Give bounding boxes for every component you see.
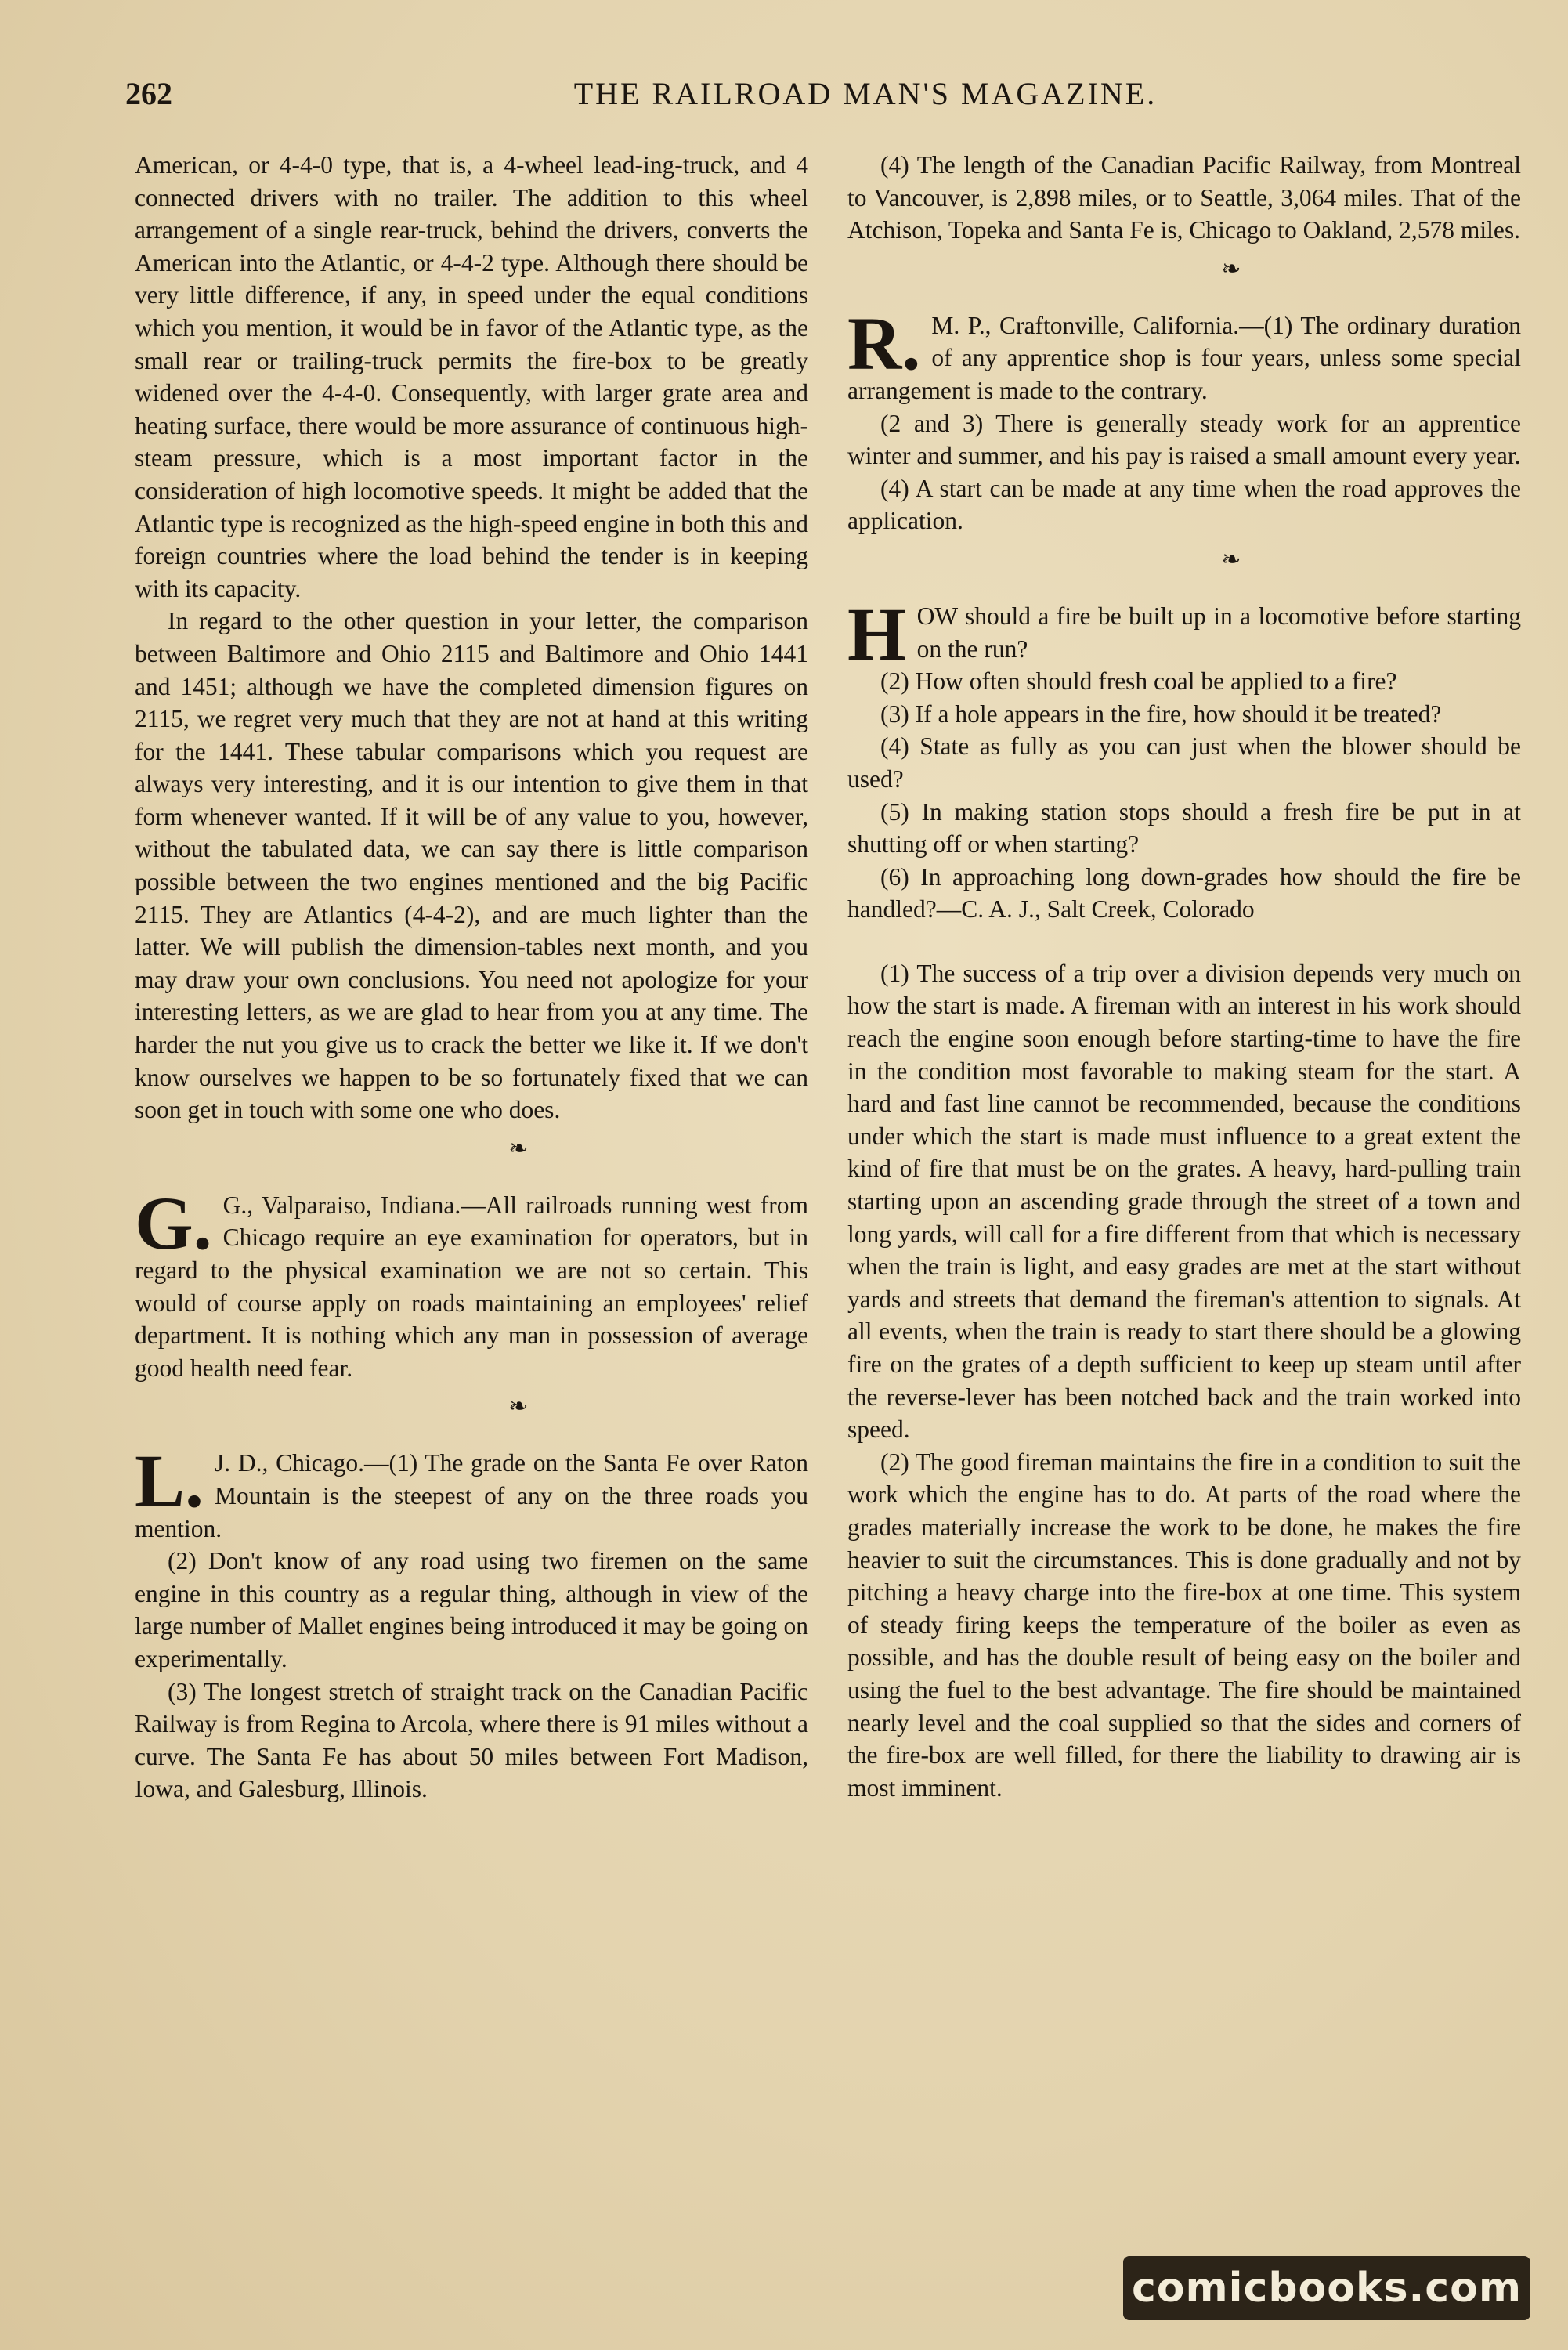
paragraph: In regard to the other question in your letter, the comparison between Baltimore and Ohio 2115 and Baltimore and Ohio 1441 and 1451; although we have the completed dimension figures on 2115, we regret very much that they are not at hand at this writing for the 1441. These tabular comparisons which you request are always very interesting, and it is our intention to give them in that form whenever wanted. If it will be of any value to you, however, without the tabulated data, we can say there is little comparison possible between the two engines mentioned and the big Pacific 2115. They are Atlantics (4-4-2), and are much lighter than the latter. We will publish the dimension-tables next month, and you may draw your own conclusions. You need not apologize for your interesting letters, as we are glad to hear from you at any time. The harder the nut you give us to crack the better we like it. If we don't know ourselves we happen to be so fortunately fixed that we can soon get in touch with some one who does.	[135, 607, 808, 1124]
question-block	[847, 591, 1521, 676]
watermark-badge: comicbooks.com	[1123, 2256, 1530, 2320]
paragraph: (4) A start can be made at any time when the road approves the application.	[847, 474, 1521, 535]
question: (3) If a hole appears in the fire, how should it be treated?	[880, 700, 1442, 728]
letter-reply-r	[847, 301, 1521, 407]
drop-cap: R.	[847, 301, 921, 385]
question: (6) In approaching long down-grades how should the fire be handled?—C. A. J., Salt Creek, Colorado	[847, 862, 1521, 924]
ornament-divider	[847, 256, 1521, 283]
leaf-ornament-icon: ❧	[1221, 546, 1241, 573]
drop-cap: G.	[135, 1180, 212, 1265]
paragraph: G., Valparaiso, Indiana.—All railroads running west from Chicago require an eye examination for operators, but in regard to the physical examination we are not so certain. This would of course apply on roads maintaining an employees' relief department. It is nothing which any man in possession of average good health need fear.	[135, 1191, 808, 1382]
paragraph: (2 and 3) There is generally steady work for an apprentice winter and summer, and his pay is raised a small amount every year.	[847, 409, 1521, 470]
paragraph: M. P., Craftonville, California.—(1) The ordinary duration of any apprentice shop is four years, unless some special arrangement is made to the contrary.	[847, 311, 1521, 404]
paragraph: OW should a fire be built up in a locomotive before starting on the run?	[916, 602, 1521, 663]
left-column	[135, 149, 808, 1806]
drop-cap: H	[847, 591, 906, 676]
paragraph: (4) The length of the Canadian Pacific Railway, from Montreal to Vancouver, is 2,898 miles, or to Seattle, 3,064 miles. That of the Atchison, Topeka and Santa Fe is, Chicago to Oakland, 2,578 miles.	[847, 151, 1521, 244]
page-header	[125, 75, 1512, 130]
answer: (1) The success of a trip over a division depends very much on how the start is made. A fireman with an interest in his work should reach the engine soon enough before starting-time to have the fire in the condition most favorable to making steam for the start. A hard and fast line cannot be recommended, because the conditions under which the start is made must influence to a great extent the kind of fire that must be on the grates. A heavy, hard-pulling train starting upon an ascending grade through the street of a town and long yards, will call for a fire different from that which is necessary when the train is light, and easy grades are met at the start without yards and streets that demand the fireman's attention to signals. At all events, when the train is ready to start there should be a glowing fire on the grates of a depth sufficient to keep up steam until after the reverse-lever has been notched back and the train worked into speed.	[847, 959, 1521, 1444]
right-column	[847, 149, 1521, 1804]
answer: (2) The good fireman maintains the fire in a condition to suit the work which the engine has to do. At parts of the road where the grades materially increase the work to be done, he makes the fire heavier to suit the circumstances. This is done gradually and not by pitching a heavy charge into the fire-box at one time. This system of steady firing keeps the temperature of the boiler as even as possible, and has the double result of being easy on the boiler and using the fuel to the best advantage. The fire should be maintained nearly level and the coal supplied so that the sides and corners of the fire-box are well filled, for there the liability to drawing air is most imminent.	[847, 1448, 1521, 1802]
ornament-divider	[135, 1136, 808, 1162]
ornament-divider	[135, 1394, 808, 1420]
running-head: THE RAILROAD MAN'S MAGAZINE.	[573, 76, 1158, 111]
drop-cap: L.	[135, 1439, 204, 1524]
question: (5) In making station stops should a fresh fire be put in at shutting off or when starting?	[847, 797, 1521, 859]
paragraph: American, or 4-4-0 type, that is, a 4-wheel lead-ing-truck, and 4 connected drivers with no trailer. The addition to this wheel arrangement of a single rear-truck, behind the drivers, converts the American into the Atlantic, or 4-4-2 type. Although there should be very little difference, if any, in speed under the equal conditions which you mention, it would be in favor of the Atlantic type, as the small rear or trailing-truck permits the fire-box to be greatly widened over the 4-4-0. Consequently, with larger grate area and heating surface, there would be more assurance of continuous high-steam pressure, which is a most important factor in the consideration of high locomotive speeds. It might be added that the Atlantic type is recognized as the high-speed engine in both this and foreign countries where the load behind the tender is in keeping with its capacity.	[135, 151, 808, 602]
question: (4) State as fully as you can just when the blower should be used?	[847, 732, 1521, 793]
leaf-ornament-icon: ❧	[508, 1394, 529, 1420]
paragraph: J. D., Chicago.—(1) The grade on the Santa Fe over Raton Mountain is the steepest of any on the three roads you mention.	[135, 1449, 808, 1542]
paragraph: (2) Don't know of any road using two firemen on the same engine in this country as a regular thing, although in view of the large number of Mallet engines being introduced it may be going on experimentally.	[135, 1547, 808, 1672]
question: (2) How often should fresh coal be applied to a fire?	[880, 667, 1397, 696]
letter-reply-g	[135, 1180, 808, 1385]
page-number: 262	[125, 76, 172, 111]
leaf-ornament-icon: ❧	[1221, 255, 1241, 282]
letter-reply-l	[135, 1439, 808, 1545]
ornament-divider	[847, 547, 1521, 573]
paragraph: (3) The longest stretch of straight track on the Canadian Pacific Railway is from Regina to Arcola, where there is 91 miles without a curve. The Santa Fe has about 50 miles between Fort Madison, Iowa, and Galesburg, Illinois.	[135, 1677, 808, 1803]
leaf-ornament-icon: ❧	[508, 1135, 529, 1162]
